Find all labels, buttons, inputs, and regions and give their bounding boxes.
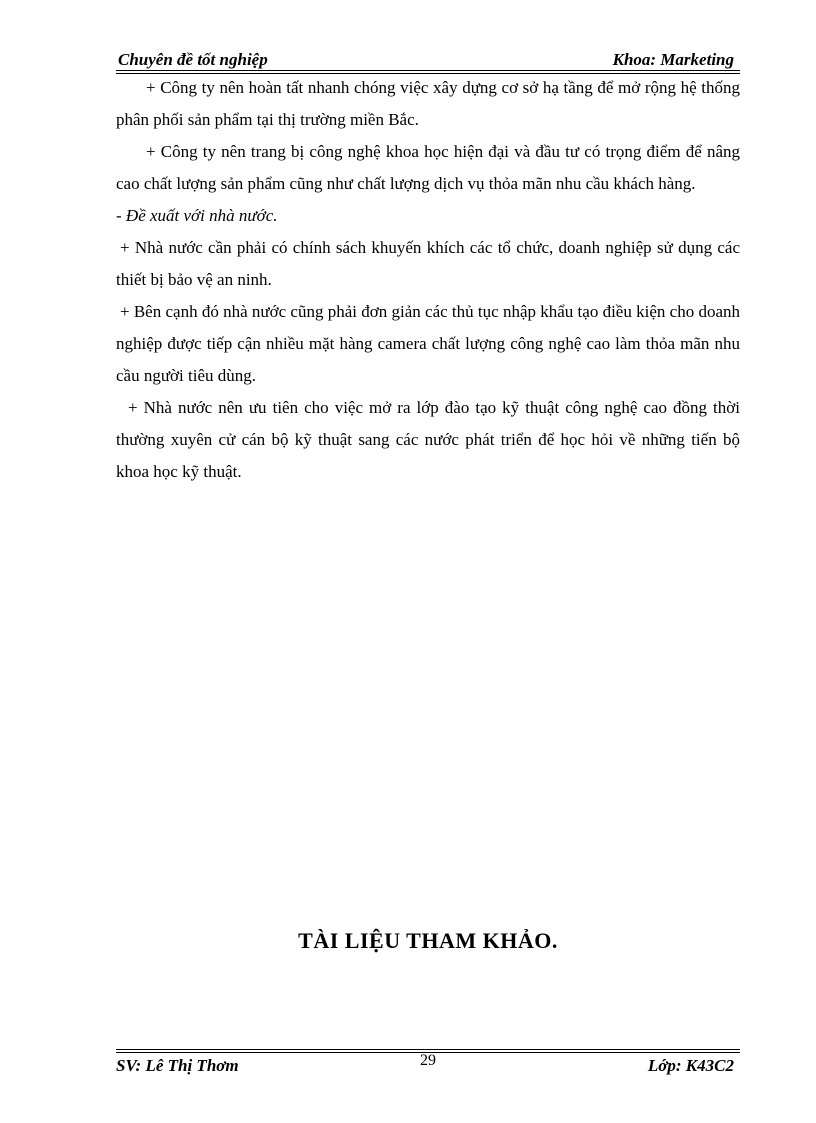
page-header [116,48,740,72]
paragraph-incentive-policy: + Nhà nước cần phải có chính sách khuyến khích các tổ chức, doanh nghiệp sử dụng các thiết bị bảo vệ an ninh. [116,238,740,289]
paragraph-technology: + Công ty nên trang bị công nghệ khoa học hiện đại và đầu tư có trọng điểm để nâng cao chất lượng sản phẩm cũng như chất lượng dịch vụ thỏa mãn nhu cầu khách hàng. [116,142,740,193]
footer-student-name: SV: Lê Thị Thơm [116,1056,239,1075]
references-heading: TÀI LIỆU THAM KHẢO. [298,928,558,953]
header-thesis-title: Chuyên đề tốt nghiệp [118,50,268,69]
footer-class: Lớp: K43C2 [647,1056,734,1075]
footer-rule [116,1049,740,1050]
page-number: 29 [420,1052,436,1069]
document-body [116,72,740,488]
header-rule [116,70,740,71]
header-faculty: Khoa: Marketing [612,50,734,69]
paragraph-import-procedures: + Bên cạnh đó nhà nước cũng phải đơn giản các thủ tục nhập khẩu tạo điều kiện cho doanh nghiệp được tiếp cận nhiều mặt hàng camera chất lượng công nghệ cao làm thỏa mãn nhu cầu người tiêu dùng. [116,302,740,385]
page-footer [116,1046,740,1076]
paragraph-training: + Nhà nước nên ưu tiên cho việc mở ra lớp đào tạo kỹ thuật công nghệ cao đồng thời thường xuyên cử cán bộ kỹ thuật sang các nước phát triển để học hỏi về những tiến bộ khoa học kỹ thuật. [116,398,740,481]
subheading-state-proposal: - Đề xuất với nhà nước. [116,206,278,225]
paragraph-infrastructure: + Công ty nên hoàn tất nhanh chóng việc xây dựng cơ sở hạ tầng để mở rộng hệ thống phân phối sản phẩm tại thị trường miền Bắc. [116,78,740,129]
